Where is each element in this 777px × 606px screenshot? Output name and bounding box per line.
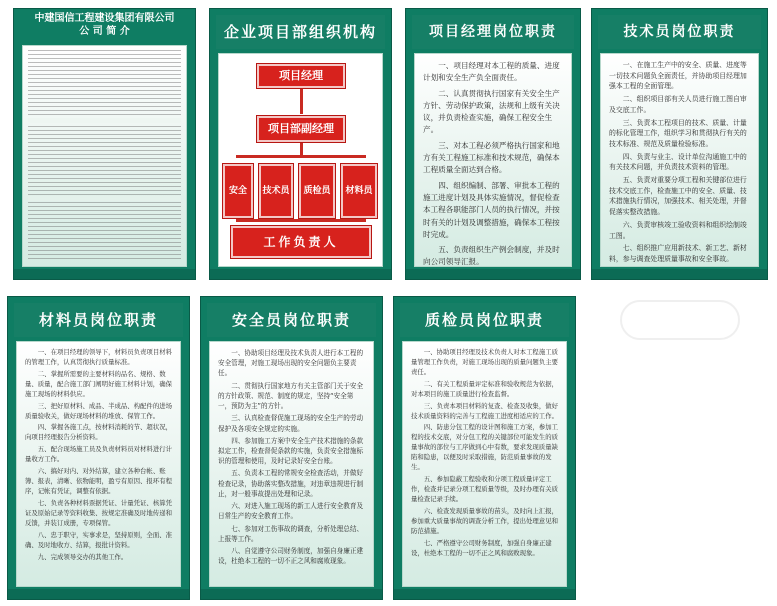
safety-duty-4: 四、参加施工方案中安全生产技术措施的条款拟定工作，检查督促条款的实施，负责安全措施标识的管理和使用，及时记录好安全台账。 bbox=[218, 436, 364, 466]
pm-duty-5: 五、负责组织生产例会制度，并及时向公司领导汇报。 bbox=[423, 245, 560, 267]
quality-duty-6: 六、检查发现质量事故的苗头，及时向上汇报，参加重大质量事故的调查分析工作，提出处理意见和防范措施。 bbox=[411, 506, 558, 535]
org-box-quality-inspector: 质检员 bbox=[299, 164, 335, 218]
quality-duties-title: 质检员岗位职责 bbox=[400, 303, 569, 337]
safety-duties-panel bbox=[209, 341, 374, 587]
material-duty-3: 三、把好原材料、成品、半成品、构配件的进场质量验收关，做好现场材料的堆放、保管工作。 bbox=[25, 401, 172, 420]
company-name: 中建国信工程建设集团有限公司 bbox=[34, 13, 175, 24]
material-duty-4: 四、掌握各施工点，按材料消耗的节、超状况，向项目经理报告分析资料。 bbox=[25, 423, 172, 442]
tech-duty-3: 三、负责本工程项目的技术、质量、计量的标化管理工作，组织学习和贯彻执行有关的技术标准、规范及质量检验标准。 bbox=[609, 118, 747, 148]
pm-duty-4: 四、组织编制、部署、审批本工程的施工进度计划及具体实施情况，督促检查本工程各职能部门人员的执行情况，并按时有关的计划及调整措施，确保本工程按时完成。 bbox=[423, 180, 560, 239]
quality-duty-4: 四、防患分包工程的设计图和施工方案，参加工程的技术交底，对分包工程的关键部位可能发生的质量事故的部位与工序做到心中有数，要求发现质量缺陷和隐患，以便及时采取措施，防范质量事故的发生。 bbox=[411, 423, 558, 472]
pm-duty-1: 一、项目经理对本工程的质量、进度计划和安全生产负全面责任。 bbox=[423, 61, 560, 83]
safety-duties-board bbox=[200, 296, 383, 600]
material-duty-7: 七、负责各种材料票据凭证、计量凭证、核算凭证及原始记录等资料收集、按规定准确及时地传递和反馈，并装订成册，专项保管。 bbox=[25, 498, 172, 527]
board-bottom-band bbox=[592, 269, 767, 279]
tech-duty-2: 二、组织项目部有关人员进行施工图自审及交底工作。 bbox=[609, 95, 747, 114]
tech-duties-title: 技术员岗位职责 bbox=[598, 15, 761, 49]
org-box-safety-officer: 安全 bbox=[223, 164, 253, 218]
material-duty-2: 二、掌握所需要的主要材料的品名、规格、数量、质量，配合施工部门阐明好施工材料计划，确保施工现场的材料供应。 bbox=[25, 369, 172, 398]
tech-duty-6: 六、负责审核竣工验收资料和组织绘制竣工图。 bbox=[609, 220, 747, 240]
quality-duties-board bbox=[393, 296, 576, 600]
material-duty-5: 五、配合现场施工员及负责材料员对材料进行计量收方工作。 bbox=[25, 445, 172, 464]
safety-duty-5: 五、负责本工程的常规安全检查活动，并做好检查记录，协助落实整改措施，对违章违规进行制止，对一般事故提出处理和记录。 bbox=[218, 469, 364, 498]
material-duty-1: 一、在项目经理的领导下，材料员负责项目材料的管理工作，认真贯彻执行质量标准。 bbox=[25, 348, 172, 366]
board-bottom-band bbox=[406, 269, 580, 279]
org-box-project-manager: 项目经理 bbox=[257, 64, 345, 88]
quality-duty-1: 一、协助项目经理及技术负责人对本工程施工质量管理工作负责，对施工现场出现的质量问题负主要责任。 bbox=[411, 348, 558, 376]
material-duty-6: 六、搞好对内、对外结算，建立各种台帐、账簿、报表，清晰、依物能明，盈亏有原因、报环有程序，记帐有凭证，调整有依据。 bbox=[25, 467, 172, 495]
safety-duty-7: 七、参加对工伤事故的调查，分析处理总结、上报等工作。 bbox=[218, 524, 364, 543]
org-line-horizontal-top bbox=[236, 155, 366, 158]
org-line-deputy-down bbox=[300, 142, 303, 156]
tech-duties-panel bbox=[600, 53, 759, 267]
material-duties-title: 材料员岗位职责 bbox=[14, 303, 183, 337]
company-text-panel bbox=[22, 45, 187, 267]
quality-duty-2: 二、有关工程质量评定标准和验收规范为依据，对本项目的施工质量进行检查监督。 bbox=[411, 379, 558, 398]
board-bottom-band bbox=[201, 589, 382, 599]
safety-duty-8: 八、自觉遵守公司财务制度，加强自身廉正建设，杜绝本工程的一切不正之风和腐败现象。 bbox=[218, 546, 364, 566]
quality-duty-5: 五、参加隐蔽工程验收和分项工程质量评定工作，检查并记录分项工程质量等级，及时办理有关质量检查记录手续。 bbox=[411, 475, 558, 503]
org-box-deputy-manager: 项目部副经理 bbox=[257, 116, 345, 142]
org-box-technician: 技术员 bbox=[259, 164, 293, 218]
pm-duties-title: 项目经理岗位职责 bbox=[412, 15, 574, 49]
board-bottom-band bbox=[14, 269, 195, 279]
org-box-material-officer: 材料员 bbox=[341, 164, 377, 218]
material-duty-8: 八、忠于职守，实事求是，坚持原则，全面、准确、及时地收方、结算，报批计资料。 bbox=[25, 530, 172, 549]
org-box-work-leader: 工作负责人 bbox=[231, 226, 371, 258]
company-text-gap-1 bbox=[28, 118, 181, 123]
company-text-block bbox=[28, 50, 181, 262]
safety-duties-title: 安全员岗位职责 bbox=[207, 303, 376, 337]
company-subtitle: 公 司 简 介 bbox=[79, 26, 130, 37]
tech-duty-4: 四、负责与业主、设计单位沟通施工中的有关技术问题，并负责技术资料的管理。 bbox=[609, 152, 747, 172]
safety-duty-3: 三、认真检查督促施工现场的安全生产的劳动保护及各项安全规定的实施。 bbox=[218, 414, 364, 433]
watermark-logo-icon bbox=[620, 300, 740, 340]
company-profile-board bbox=[13, 8, 196, 280]
safety-duty-6: 六、对进入施工现场的新工人进行安全教育及日常生产的安全教育工作。 bbox=[218, 502, 364, 521]
tech-duty-7: 七、组织推广应用新技术、新工艺、新材料，参与调查处理质量事故和安全事故。 bbox=[609, 244, 747, 263]
board-bottom-band bbox=[8, 589, 189, 599]
board-bottom-band bbox=[394, 589, 575, 599]
material-duties-board bbox=[7, 296, 190, 600]
tech-duty-1: 一、在施工生产中的安全、质量、进度等一切技术问题负全面责任，并协助项目经理加强本工程的全面管理。 bbox=[609, 61, 747, 91]
org-line-horizontal-bottom bbox=[236, 219, 366, 222]
pm-duties-panel bbox=[414, 53, 572, 267]
tech-duty-5: 五、负责对重要分项工程和关键部位进行技术交底工作，检查施工中的安全、质量、技术措施执行情况，加强技术、相关处理，并督促落实整改措施。 bbox=[609, 176, 747, 217]
board-bottom-band bbox=[210, 269, 391, 279]
pm-duty-3: 三、对本工程必须严格执行国家和地方有关工程施工标准和技术规范，确保本工程质量全面达到合格。 bbox=[423, 140, 560, 175]
pm-duty-2: 二、认真贯彻执行国家有关安全生产方针、劳动保护政策，法规和上级有关决议，并负责检查实施，确保工程安全生产。 bbox=[423, 88, 560, 135]
org-chart-panel bbox=[218, 53, 383, 267]
org-chart-board bbox=[209, 8, 392, 280]
quality-duty-7: 七、严格遵守公司财务制度，加强自身廉正建设，杜绝本工程的一切不正之风和腐败现象。 bbox=[411, 538, 552, 557]
quality-duty-3: 三、负责本项目材料的复查、检查及收集，做好技术质量资料的完善与工程施工进度相适应的工作。 bbox=[411, 401, 558, 420]
material-duty-9: 九、完成领导交办的其他工作。 bbox=[37, 552, 128, 561]
material-duties-panel bbox=[16, 341, 181, 587]
quality-duties-panel bbox=[402, 341, 567, 587]
org-chart-title: 企业项目部组织机构 bbox=[216, 15, 385, 49]
org-line-pm-deputy bbox=[300, 86, 303, 114]
pm-duties-board bbox=[405, 8, 581, 280]
company-text-gap-2 bbox=[28, 196, 181, 201]
safety-duty-2: 二、贯彻执行国家地方有关主管部门关于安全的方针政策、规范、制度的规定，坚持“安全第一，预防为主”的方针。 bbox=[218, 381, 364, 411]
tech-duties-board bbox=[591, 8, 768, 280]
safety-duty-1: 一、协助项目经理及技术负责人进行本工程的安全管理，对施工现场出现的安全问题负主要责任。 bbox=[218, 349, 364, 378]
company-title bbox=[14, 9, 195, 38]
